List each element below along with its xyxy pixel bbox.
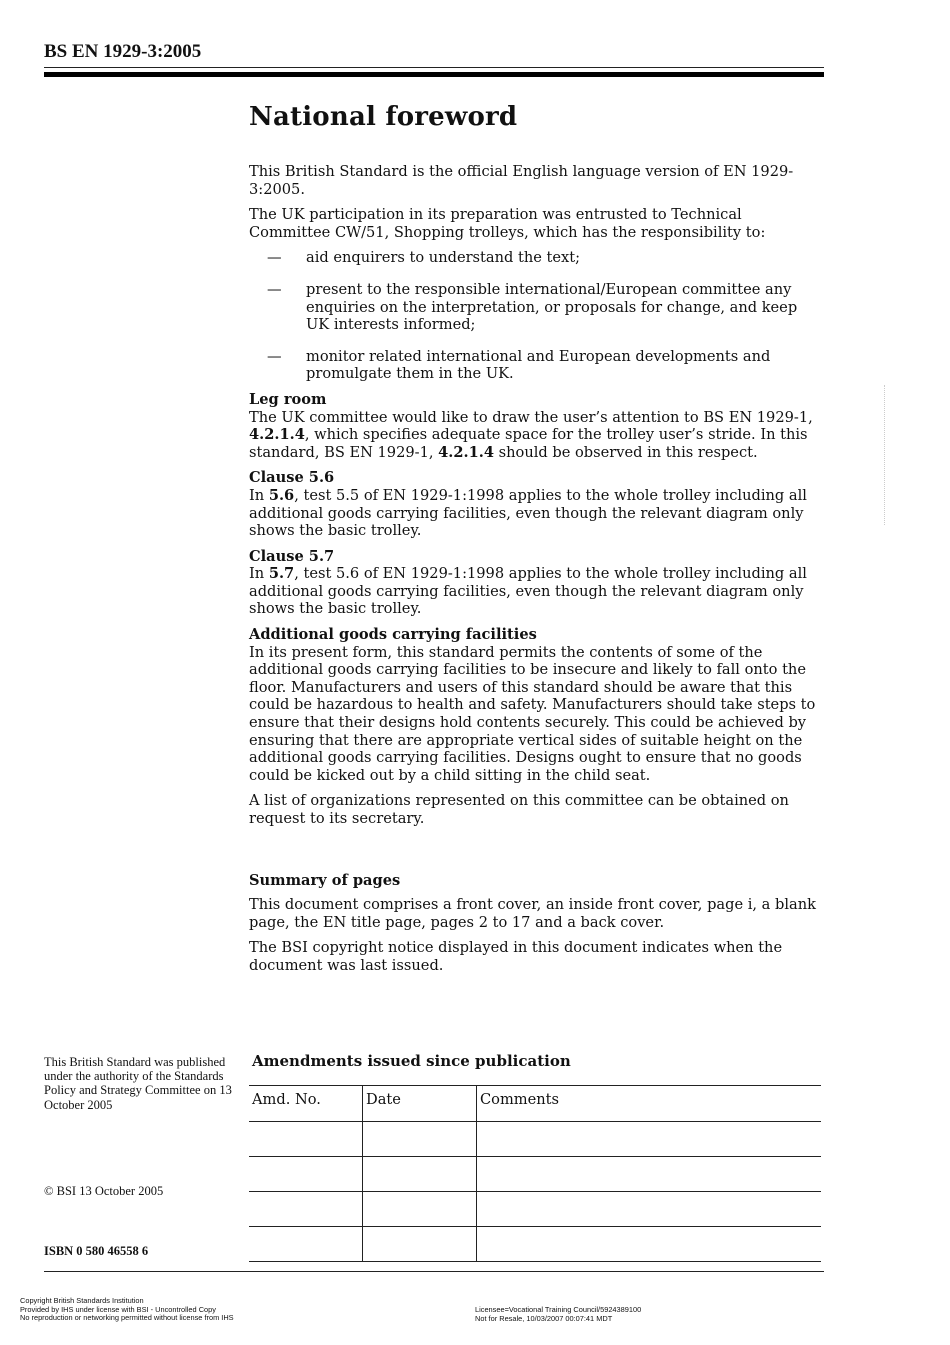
bsi-copyright: © BSI 13 October 2005	[44, 1184, 164, 1198]
header-thin-rule	[44, 67, 824, 68]
table-row	[249, 1157, 821, 1192]
amendments-title: Amendments issued since publication	[252, 1052, 571, 1070]
foreword-body	[249, 163, 824, 983]
section-text: In its present form, this standard permits the contents of some of the additional goods carrying facilities to be insecure and likely to fall onto the floor. Manufacturers and users of this standard should be aware that this could be hazardous to health and safety. Manufacturers should take steps to ensure that their designs hold contents securely. This could be achieved by ensuring that there are appropriate vertical sides of suitable height on the additional goods carrying facilities. Designs ought to ensure that no goods could be kicked out by a child sitting in the child seat.	[249, 643, 816, 784]
section-leg-room	[249, 391, 824, 461]
margin-mark	[884, 385, 886, 525]
responsibility-list	[249, 249, 824, 383]
clause-ref: 5.6	[268, 486, 295, 504]
table-cell	[477, 1192, 822, 1227]
column-header: Comments	[477, 1086, 822, 1122]
table-cell	[363, 1122, 477, 1157]
summary-heading: Summary of pages	[249, 871, 401, 889]
section-heading: Clause 5.6	[249, 469, 335, 487]
section-heading: Additional goods carrying facilities	[249, 626, 537, 644]
document-code: BS EN 1929-3:2005	[44, 41, 202, 62]
dash-marker: —	[267, 280, 282, 298]
footer-line: Copyright British Standards Institution	[20, 1296, 144, 1305]
list-item-text: present to the responsible international/European committee any enquiries on the interpretation, or proposals for change, and keep UK interests informed;	[306, 280, 798, 334]
section-clause-5-7	[249, 548, 824, 618]
table-cell	[363, 1157, 477, 1192]
section-additional-facilities	[249, 626, 824, 784]
clause-ref: 4.2.1.4	[438, 443, 495, 461]
page-title: National foreword	[249, 102, 518, 132]
intro-paragraph-1: This British Standard is the official English language version of EN 1929-3:2005.	[249, 163, 794, 198]
column-header: Date	[363, 1086, 477, 1122]
amendments-table	[249, 1085, 821, 1262]
header-thick-rule	[44, 72, 824, 77]
list-item	[249, 281, 824, 334]
table-cell	[249, 1122, 363, 1157]
clause-ref: 5.7	[268, 565, 295, 583]
publication-note: This British Standard was published under the authority of the Standards Policy and Strategy Committee on 13 October 2005	[44, 1055, 232, 1112]
section-text: In 5.6, test 5.5 of EN 1929-1:1998 applies to the whole trolley including all additional goods carrying facilities, even though the relevant diagram only shows the basic trolley.	[249, 486, 807, 540]
isbn: ISBN 0 580 46558 6	[44, 1244, 149, 1258]
table-row	[249, 1192, 821, 1227]
clause-ref: 4.2.1.4	[249, 426, 305, 444]
table-cell	[249, 1157, 363, 1192]
list-item-text: aid enquirers to understand the text;	[306, 249, 581, 267]
table-cell	[363, 1192, 477, 1227]
list-item	[249, 249, 824, 267]
table-cell	[477, 1122, 822, 1157]
section-text: The UK committee would like to draw the user’s attention to BS EN 1929-1, 4.2.1.4, which specifies adequate space for the trolley user’s stride. In this standard, BS EN 1929-1, 4.2.1.4 should be observed in this respect.	[249, 408, 813, 461]
dash-marker: —	[267, 347, 282, 365]
table-cell	[477, 1227, 822, 1262]
footer-license-left	[20, 1297, 234, 1323]
footer-line: Not for Resale, 10/03/2007 00:07:41 MDT	[475, 1313, 613, 1323]
footer-line: Licensee=Vocational Training Council/5924389100	[475, 1305, 642, 1314]
list-item-text: monitor related international and European developments and promulgate them in the UK.	[306, 347, 771, 383]
section-heading: Clause 5.7	[249, 547, 335, 565]
footer-line: No reproduction or networking permitted without license from IHS	[20, 1313, 234, 1323]
section-heading: Leg room	[249, 390, 327, 408]
section-clause-5-6	[249, 469, 824, 539]
footer-rule	[44, 1271, 824, 1272]
table-cell	[477, 1157, 822, 1192]
organizations-note: A list of organizations represented on this committee can be obtained on request to its secretary.	[249, 792, 789, 827]
section-text: In 5.7, test 5.6 of EN 1929-1:1998 applies to the whole trolley including all additional goods carrying facilities, even though the relevant diagram only shows the basic trolley.	[249, 565, 807, 618]
table-cell	[363, 1227, 477, 1262]
table-cell	[249, 1192, 363, 1227]
intro-paragraph-2: The UK participation in its preparation was entrusted to Technical Committee CW/51, Shopping trolleys, which has the responsibility to:	[249, 206, 766, 241]
table-header-row	[249, 1086, 821, 1122]
list-item	[249, 348, 824, 383]
footer-line: Provided by IHS under license with BSI - Uncontrolled Copy	[20, 1304, 216, 1314]
summary-paragraph-2: The BSI copyright notice displayed in this document indicates when the document was last issued.	[249, 939, 783, 974]
table-cell	[249, 1227, 363, 1262]
footer-license-right	[475, 1306, 641, 1323]
column-header: Amd. No.	[249, 1086, 363, 1122]
summary-paragraph-1: This document comprises a front cover, an inside front cover, page i, a blank page, the EN title page, pages 2 to 17 and a back cover.	[249, 896, 816, 931]
table-row	[249, 1122, 821, 1157]
dash-marker: —	[267, 249, 282, 267]
table-row	[249, 1227, 821, 1262]
